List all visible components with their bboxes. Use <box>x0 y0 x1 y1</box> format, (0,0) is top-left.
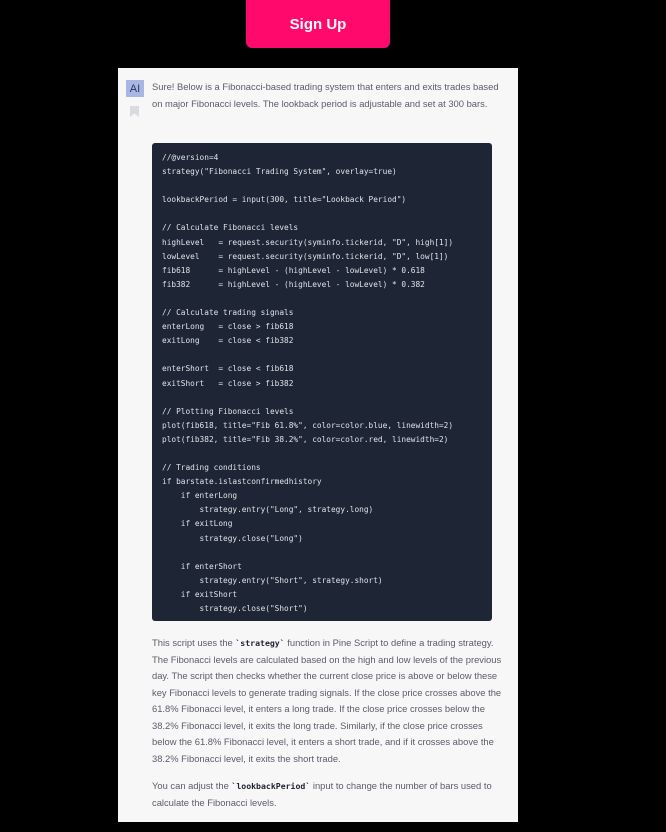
explanation-text-start: This script uses the <box>152 637 236 648</box>
code-line <box>162 546 492 560</box>
sign-up-button[interactable]: Sign Up <box>246 0 390 48</box>
code-line: fib618 = highLevel - (highLevel - lowLevel) * 0.618 <box>162 265 425 275</box>
inline-code-lookback-period: `lookbackPeriod` <box>231 781 311 791</box>
code-line <box>162 348 492 362</box>
code-line: // Calculate trading signals <box>162 308 294 318</box>
code-line <box>162 447 492 461</box>
code-line: if enterLong <box>162 491 238 501</box>
adjust-text <box>152 778 504 811</box>
intro-text: Sure! Below is a Fibonacci-based trading system that enters and exits trades based on major Fibonacci levels. The lookback period is adjustable and set at 300 bars. <box>152 81 499 109</box>
code-line: lowLevel = request.security(syminfo.tickerid, "D", low[1]) <box>162 251 449 261</box>
code-line: strategy("Fibonacci Trading System", overlay=true) <box>162 167 397 177</box>
code-lines <box>162 151 492 616</box>
code-line: // Plotting Fibonacci levels <box>162 406 294 416</box>
code-line <box>162 179 492 193</box>
code-line: fib382 = highLevel - (highLevel - lowLevel) * 0.382 <box>162 279 425 289</box>
code-line: strategy.entry("Short", strategy.short) <box>162 575 383 585</box>
code-line: // Calculate Fibonacci levels <box>162 223 299 233</box>
explanation-text <box>152 635 504 767</box>
code-line <box>162 207 492 221</box>
code-line: //@version=4 <box>162 153 219 162</box>
inline-code-strategy: `strategy` <box>235 638 285 648</box>
code-line: plot(fib382, title="Fib 38.2%", color=color.red, linewidth=2) <box>162 434 449 444</box>
bookmark-icon[interactable] <box>130 106 139 117</box>
code-line: exitLong = close < fib382 <box>162 336 294 346</box>
code-line: strategy.entry("Long", strategy.long) <box>162 505 374 515</box>
adjust-text-end: input to change the number of bars used to calculate the Fibonacci levels. <box>152 780 492 808</box>
ai-avatar: AI <box>126 80 144 97</box>
code-line <box>162 391 492 405</box>
code-line: strategy.close("Short") <box>162 604 308 613</box>
code-line <box>162 292 492 306</box>
code-line: enterShort = close < fib618 <box>162 364 294 374</box>
code-block <box>152 143 492 621</box>
code-line: if exitLong <box>162 519 233 529</box>
adjust-text-start: You can adjust the <box>152 780 232 791</box>
code-line: strategy.close("Long") <box>162 533 303 543</box>
code-line: // Trading conditions <box>162 463 261 473</box>
code-line: if enterShort <box>162 561 242 571</box>
explanation-text-end: function in Pine Script to define a trading strategy. The Fibonacci levels are calculated based on the high and low levels of the previous day. The script then checks whether the current close price is above or below these key Fibonacci levels to generate trading signals. If the close price crosses above the 61.8% Fibonacci level, it enters a long trade. If the close price crosses below the 38.2% Fibonacci level, it exits the long trade. Similarly, if the close price crosses below the 61.8% Fibonacci level, it enters a short trade, and if it crosses above the 38.2% Fibonacci level, it exits the short trade. <box>152 637 502 764</box>
code-line: highLevel = request.security(syminfo.tickerid, "D", high[1]) <box>162 237 454 247</box>
code-line: plot(fib618, title="Fib 61.8%", color=color.blue, linewidth=2) <box>162 420 454 430</box>
code-line: if exitShort <box>162 589 238 599</box>
code-line: if barstate.islastconfirmedhistory <box>162 477 322 487</box>
code-line: lookbackPeriod = input(300, title="Lookback Period") <box>162 195 407 205</box>
code-line: enterLong = close > fib618 <box>162 322 294 332</box>
code-line: exitShort = close > fib382 <box>162 378 294 388</box>
chat-message <box>118 68 518 822</box>
